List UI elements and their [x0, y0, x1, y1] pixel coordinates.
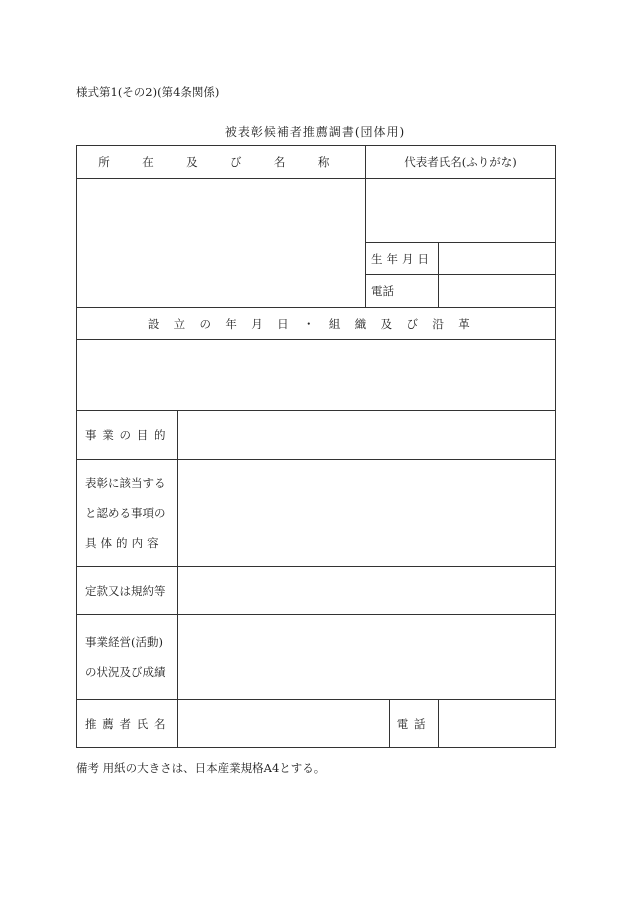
purpose-label-cell: [77, 411, 177, 459]
award-content-label-line-3: 具体的内容: [85, 536, 163, 550]
location-name-label: 所 在 及 び 名 称: [98, 155, 344, 169]
location-name-field[interactable]: [77, 179, 365, 307]
recommender-label-cell: [77, 700, 177, 747]
form-number: 様式第1(その2)(第4条関係): [76, 85, 220, 99]
location-name-header: [77, 146, 365, 178]
operations-label-line-1: 事業経営(活動): [85, 635, 163, 649]
articles-label: 定款又は規約等: [85, 583, 166, 598]
purpose-label: 事業の目的: [85, 428, 172, 442]
document-title: 被表彰候補者推薦調書(団体用): [224, 125, 406, 139]
recommender-label: 推薦者氏名: [85, 716, 172, 731]
award-content-label-line-1: 表彰に該当する: [85, 476, 166, 490]
history-header: [77, 308, 555, 339]
recommender-phone-label-cell: [390, 700, 438, 747]
birth-date-field[interactable]: [439, 243, 555, 274]
representative-name-field[interactable]: [366, 179, 555, 242]
recommender-phone-field[interactable]: [439, 700, 555, 747]
operations-label-line-2: の状況及び成績: [85, 665, 166, 679]
award-content-field[interactable]: [178, 460, 555, 566]
birth-date-label: 生年月日: [370, 251, 434, 266]
operations-label-cell: [77, 615, 177, 699]
phone-label-cell: [366, 275, 438, 307]
operations-field[interactable]: [178, 615, 555, 699]
phone-field[interactable]: [439, 275, 555, 307]
award-content-label-line-2: と認める事項の: [85, 506, 166, 520]
remarks-note: 備考 用紙の大きさは、日本産業規格A4とする。: [76, 761, 326, 775]
phone-label: 電話: [371, 284, 394, 298]
recommender-phone-label: 電話: [396, 716, 432, 731]
history-label: 設立の年月日・組織及び沿革: [147, 316, 485, 331]
award-content-label-cell: [77, 460, 177, 566]
recommender-name-field[interactable]: [178, 700, 389, 747]
birth-date-label-cell: [366, 243, 438, 274]
representative-header: [366, 146, 555, 178]
articles-label-cell: [77, 567, 177, 614]
history-field[interactable]: [77, 340, 555, 410]
representative-label: 代表者氏名(ふりがな): [404, 155, 517, 169]
articles-field[interactable]: [178, 567, 555, 614]
purpose-field[interactable]: [178, 411, 555, 459]
